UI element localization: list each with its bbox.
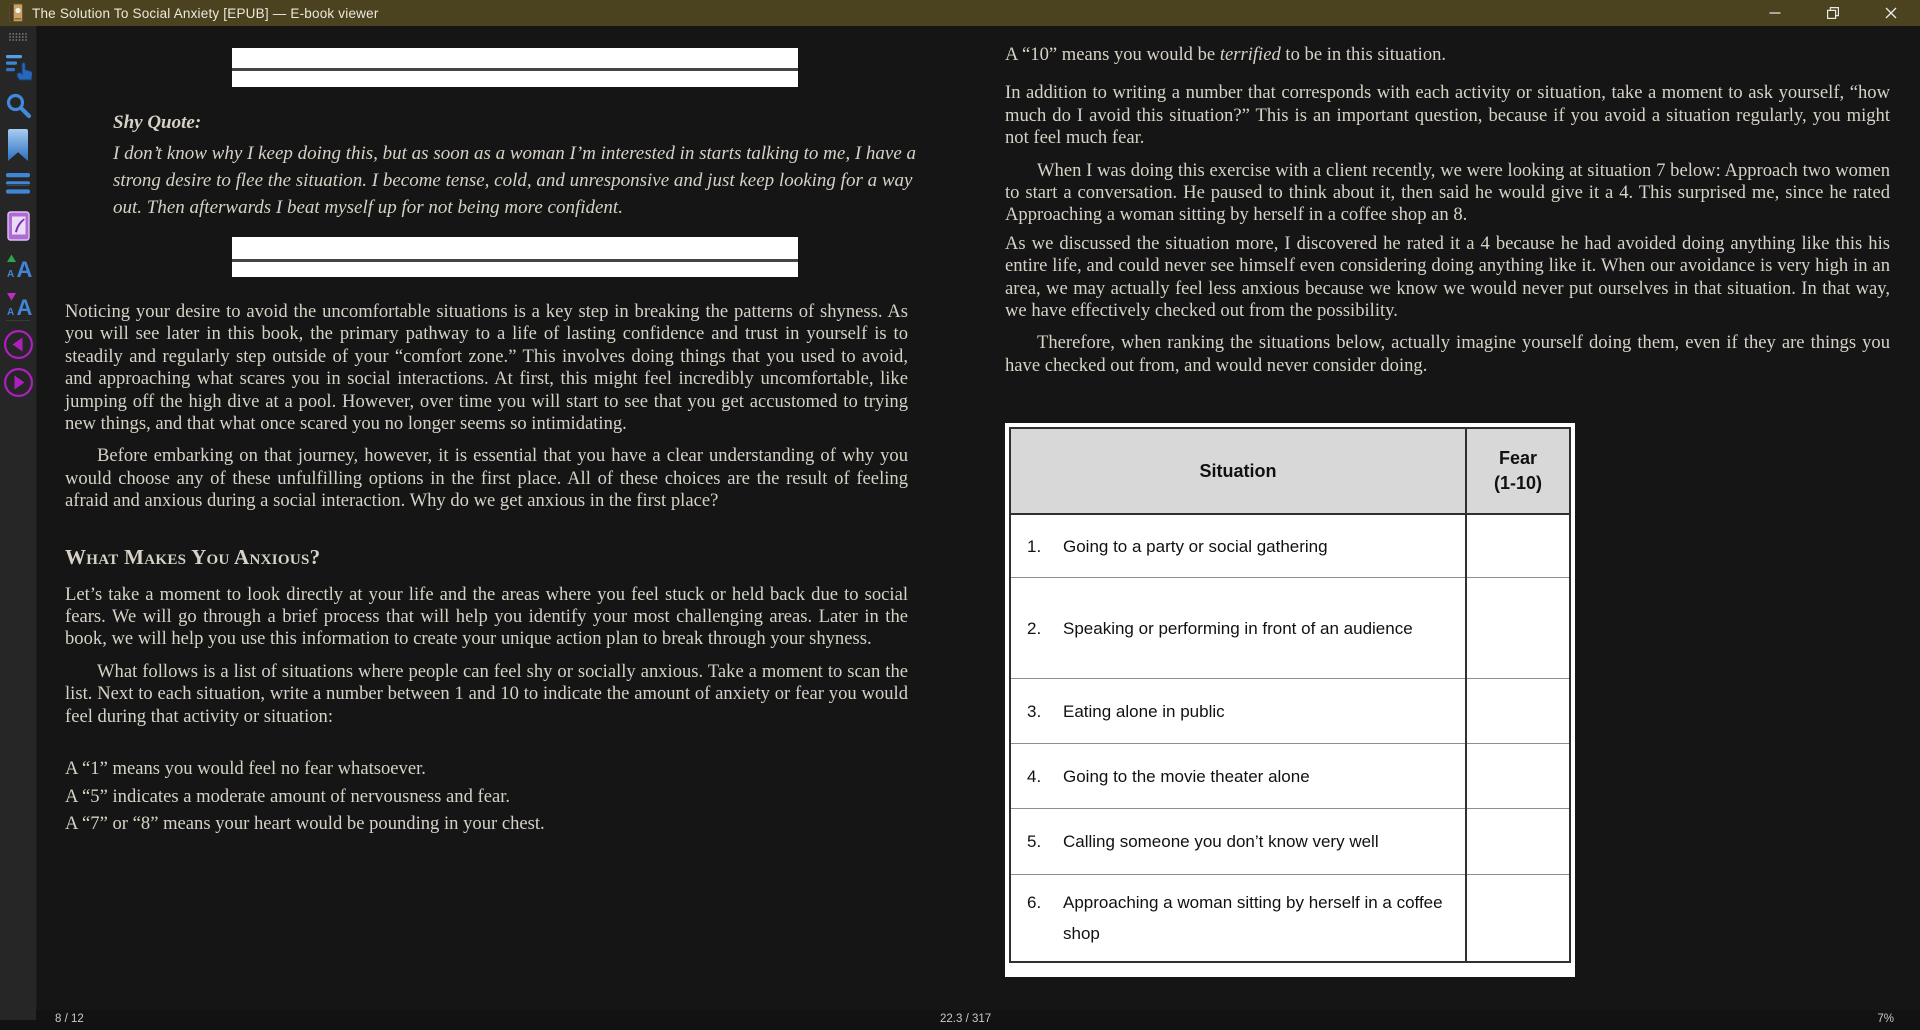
situation-text: Eating alone in public (1063, 701, 1225, 721)
table-row (1010, 809, 1570, 875)
paragraph: Before embarking on that journey, however, it is essential that you have a clear understanding of why you would choose any of these unfulfilling options in the first place. All of these choices are the result of feeling afraid and anxious during a social interaction. Why do we get anxious in the first place? (65, 445, 908, 512)
close-button[interactable] (1862, 0, 1920, 26)
minimize-icon (1769, 8, 1781, 18)
fear-table (1009, 427, 1571, 963)
lead-pre: A “10” means you would be (1005, 44, 1220, 65)
situation-text: Going to a party or social gathering (1063, 536, 1328, 556)
table-row (1010, 875, 1570, 963)
paragraph: What follows is a list of situations where people can feel shy or socially anxious. Take a moment to scan the list. Next to each situation, write a number between 1 and 10 to indicate the amount of anxiety or fear you would feel during that activity or situation: (65, 660, 908, 727)
toc-pointer-icon (5, 53, 32, 81)
row-number: 6. (1027, 893, 1042, 913)
sidebar-separator (6, 184, 30, 185)
section-divider-image (232, 237, 798, 277)
fear-value-cell (1466, 578, 1570, 679)
row-number: 1. (1027, 536, 1042, 556)
nav-back-button[interactable] (0, 326, 36, 362)
svg-text:A: A (6, 306, 14, 317)
font-decrease-icon (4, 290, 33, 317)
window-controls (1746, 0, 1920, 26)
fear-value-cell (1466, 875, 1570, 963)
minimize-button[interactable] (1746, 0, 1804, 26)
table-row (1010, 514, 1570, 578)
font-decrease-button[interactable] (0, 286, 36, 320)
search-icon (5, 92, 32, 119)
fear-scale-line: A “1” means you would feel no fear whatsoever. (65, 758, 426, 780)
section-heading: What Makes You Anxious? (65, 544, 321, 569)
fear-scale-line: A “5” indicates a moderate amount of nervousness and fear. (65, 785, 511, 807)
page-indicator: 8 / 12 (55, 1013, 84, 1025)
bookmark-button[interactable] (0, 126, 36, 164)
row-number: 3. (1027, 701, 1042, 721)
notes-button[interactable] (0, 208, 36, 244)
quote-heading: Shy Quote: (113, 112, 202, 133)
restore-icon (1827, 7, 1839, 19)
section-divider-image (232, 48, 798, 87)
font-increase-button[interactable] (0, 248, 36, 282)
table-row (1010, 744, 1570, 809)
svg-text:A: A (16, 256, 32, 279)
paragraph: As we discussed the situation more, I discovered he rated it a 4 because he had avoided doing anything like this his entire life, and could never see himself even considering doing anything like it. When our avoidance is very high in an area, we may actually feel less anxious because we know we would never put ourselves in that situation. In that way, we have effectively checked out from the possibility. (1005, 232, 1890, 322)
fear-header-line2: (1-10) (1493, 473, 1542, 494)
paragraph: When I was doing this exercise with a client recently, we were looking at situation 7 below: Approach two women to start a conversation. He paused to think about it, then said he would give it a 4. This surprised me, since he rated Approaching a woman sitting by herself in a coffee shop an 8. (1005, 159, 1890, 226)
fear-header-line1: Fear (1498, 448, 1538, 469)
svg-text:A: A (16, 294, 32, 317)
table-row (1010, 578, 1570, 679)
row-number: 2. (1027, 618, 1042, 638)
font-increase-icon (4, 252, 33, 279)
paragraph: Therefore, when ranking the situations below, actually imagine yourself doing them, even if they are things you have checked out from, and would never consider doing. (1005, 332, 1890, 376)
column-header-fear (1466, 428, 1570, 514)
search-button[interactable] (0, 88, 36, 122)
page-left-column (65, 26, 945, 835)
toolbar-sidebar (0, 26, 37, 1010)
restore-button[interactable] (1804, 0, 1862, 26)
toc-button[interactable] (0, 50, 36, 84)
paragraph: In addition to writing a number that corresponds with each activity or situation, take a moment to ask yourself, “how much do I avoid this situation?” This is an important question, because if you avoid a situation regularly, you might not feel much fear. (1005, 82, 1890, 149)
progress-percent: 7% (1877, 1013, 1894, 1025)
situation-text: Speaking or performing in front of an audience (1063, 618, 1413, 638)
grip-dots-icon[interactable] (0, 28, 36, 46)
paragraph: Let’s take a moment to look directly at your life and the areas where you feel stuck or held back due to social fears. We will go through a brief process that will help you identify your most challenging areas. Later in the book, we will help you use this information to create your unique action plan to break through your shyness. (65, 583, 908, 650)
fear-value-cell (1466, 744, 1570, 809)
fear-value-cell (1466, 809, 1570, 875)
notes-icon (6, 211, 31, 241)
position-indicator: 22.3 / 317 (940, 1013, 992, 1025)
paragraph: Noticing your desire to avoid the uncomfortable situations is a key step in breaking the patterns of shyness. As you will see later in this book, the primary pathway to a life of lasting confidence and trust in yourself is to steadily and regularly step outside of your “comfort zone.” This involves doing things that you used to avoid, and approaching what scares you in social interactions. At first, this might feel incredibly uncomfortable, like jumping off the high dive at a pool. However, over time you will start to see that you get accustomed to trying new things, and that what once scared you no longer seems so intimidating. (65, 301, 908, 435)
situation-text: Going to the movie theater alone (1063, 766, 1310, 786)
titlebar (0, 0, 1920, 26)
row-number: 4. (1027, 766, 1042, 786)
nav-forward-icon (3, 367, 34, 398)
situation-text: Calling someone you don’t know very well (1063, 832, 1379, 852)
close-icon (1885, 7, 1897, 19)
nav-back-icon (3, 329, 34, 360)
lead-post: to be in this situation. (1280, 44, 1447, 65)
paragraph (1005, 44, 1890, 66)
fear-table-image (1005, 423, 1575, 977)
statusbar (0, 1010, 1920, 1030)
menu-button[interactable] (0, 166, 36, 200)
page-right-column (1005, 26, 1895, 977)
sidebar-separator (6, 320, 30, 321)
sidebar-corner (0, 1010, 36, 1020)
quote-text: I don’t know why I keep doing this, but as soon as a woman I’m interested in starts talking to me, I have a strong desire to flee the situation. I become tense, cold, and unresponsive and just keep looking for a way out. Then afterwards I beat myself up for not being more confident. (113, 143, 917, 218)
menu-icon (5, 172, 31, 195)
column-header-situation: Situation (1010, 428, 1466, 514)
app-book-icon (8, 3, 24, 23)
fear-scale-line: A “7” or “8” means your heart would be pounding in your chest. (65, 812, 545, 834)
fear-value-cell (1466, 679, 1570, 744)
fear-value-cell (1466, 514, 1570, 578)
row-number: 5. (1027, 832, 1042, 852)
svg-text:A: A (6, 268, 14, 279)
lead-emphasis: terrified (1219, 44, 1281, 65)
nav-forward-button[interactable] (0, 364, 36, 400)
table-row (1010, 679, 1570, 744)
bookmark-icon (7, 128, 29, 162)
situation-text: Approaching a woman sitting by herself in a coffee shop (1063, 893, 1443, 944)
window-title: The Solution To Social Anxiety [EPUB] — E-book viewer (32, 5, 379, 21)
